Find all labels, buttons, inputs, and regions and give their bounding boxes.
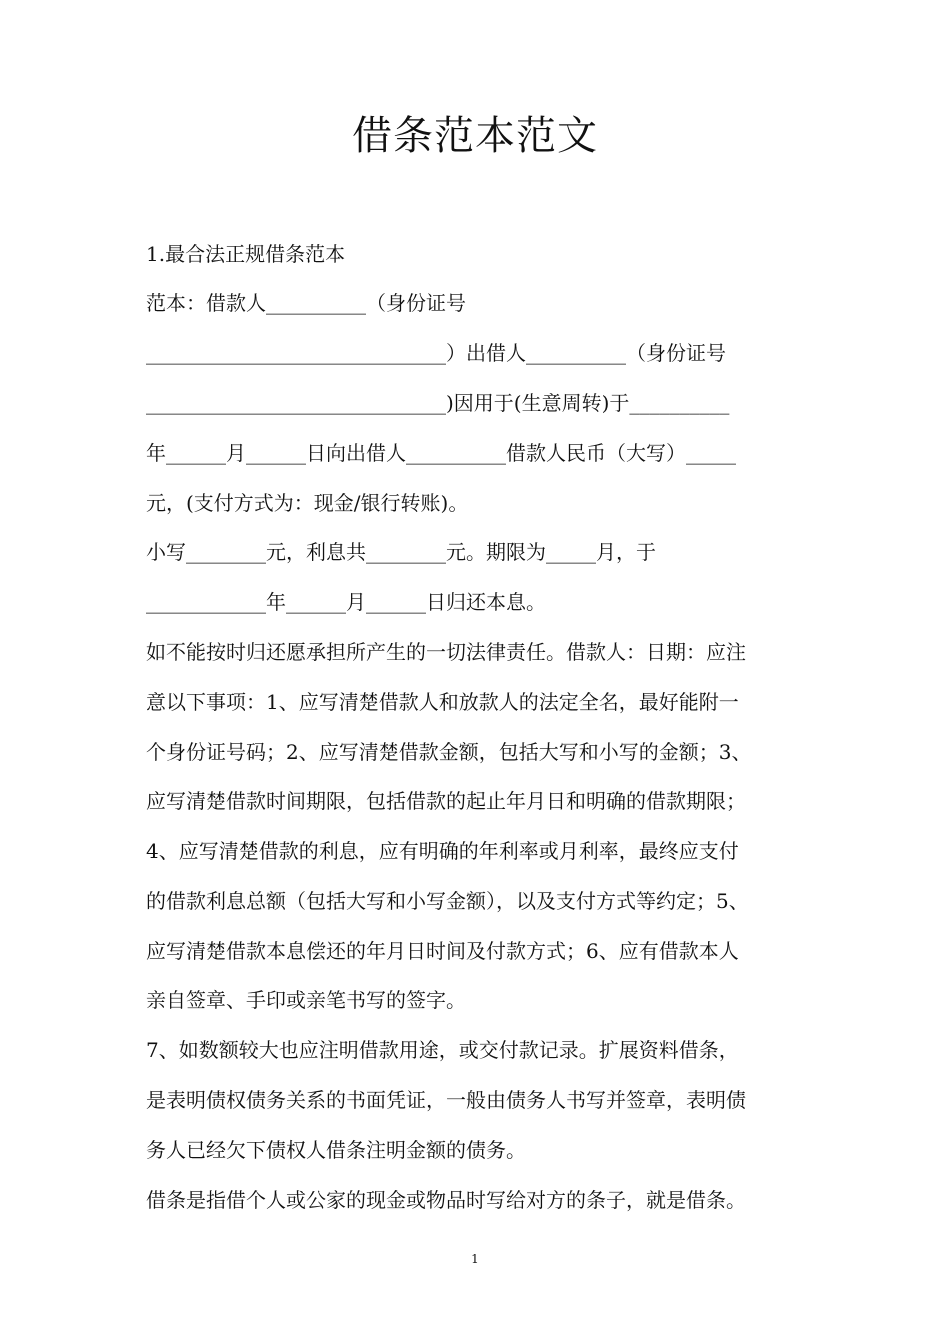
body-line: 元，(支付方式为：现金/银行转账)。 (146, 491, 469, 515)
document-title: 借条范本范文 (352, 113, 598, 159)
body-line: 借条是指借个人或公家的现金或物品时写给对方的条子，就是借条。 (146, 1188, 746, 1212)
body-line: 个身份证号码；2、应写清楚借款金额，包括大写和小写的金额；3、 (146, 740, 752, 764)
body-line: 4、应写清楚借款的利息，应有明确的年利率或月利率，最终应支付 (146, 839, 739, 863)
body-line: 范本：借款人__________（身份证号 (146, 291, 466, 315)
body-line: ______________________________）出借人__________（身份证号 (146, 341, 726, 365)
body-line: 小写________元，利息共________元。期限为_____月，于 (146, 540, 656, 564)
body-line: 的借款利息总额（包括大写和小写金额），以及支付方式等约定；5、 (146, 889, 749, 913)
body-line: ____________年______月______日归还本息。 (146, 590, 546, 614)
body-line: ______________________________)因用于(生意周转)于__________ (146, 391, 730, 415)
body-line: 亲自签章、手印或亲笔书写的签字。 (146, 988, 466, 1012)
body-line: 1.最合法正规借条范本 (146, 242, 346, 266)
page-number: 1 (471, 1252, 479, 1266)
body-line: 是表明债权债务关系的书面凭证，一般由债务人书写并签章，表明债 (146, 1088, 746, 1112)
body-line: 年______月______日向出借人__________借款人民币（大写）_____ (146, 441, 736, 465)
body-line: 应写清楚借款时间期限，包括借款的起止年月日和明确的借款期限； (146, 789, 746, 813)
body-line: 意以下事项：1、应写清楚借款人和放款人的法定全名，最好能附一 (146, 690, 739, 714)
body-line: 如不能按时归还愿承担所产生的一切法律责任。借款人：日期：应注 (146, 640, 746, 664)
body-line: 7、如数额较大也应注明借款用途，或交付款记录。扩展资料借条， (146, 1038, 739, 1062)
body-line: 务人已经欠下债权人借条注明金额的债务。 (146, 1138, 526, 1162)
body-line: 应写清楚借款本息偿还的年月日时间及付款方式；6、应有借款本人 (146, 939, 739, 963)
